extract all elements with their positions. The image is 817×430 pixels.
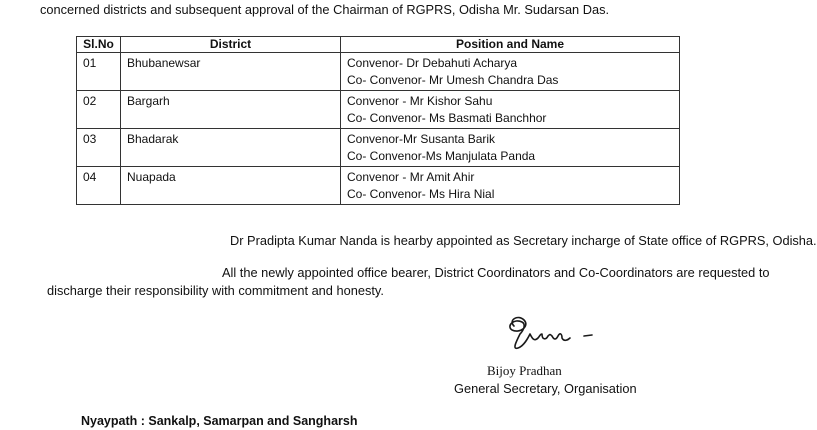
signatory-name: Bijoy Pradhan: [487, 363, 562, 378]
footer-motto: Nyaypath : Sankalp, Samarpan and Sangharsh: [81, 414, 358, 428]
row-district: Nuapada: [121, 167, 341, 205]
co-convenor-name: Co- Convenor- Mr Umesh Chandra Das: [347, 73, 559, 87]
convenor-name: Convenor- Dr Debahuti Acharya: [347, 56, 518, 70]
convenor-name: Convenor - Mr Amit Ahir: [347, 170, 475, 184]
intro-line: concerned districts and subsequent approval of the Chairman of RGPRS, Odisha Mr. Sudarsan Das.: [40, 2, 610, 17]
table-row: [77, 91, 680, 129]
secretary-paragraph: Dr Pradipta Kumar Nanda is hearby appointed as Secretary incharge of State office of RGPRS, Odisha.: [230, 233, 817, 248]
row-positions: [341, 167, 680, 205]
row-district: Bhubanewsar: [121, 53, 341, 91]
row-district: Bhadarak: [121, 129, 341, 167]
convenor-name: Convenor - Mr Kishor Sahu: [347, 94, 493, 108]
header-sl-no: Sl.No: [77, 37, 121, 53]
table-row: [77, 53, 680, 91]
district-coordinators-table: [76, 36, 680, 205]
row-positions: [341, 91, 680, 129]
table-header-row: [77, 37, 680, 53]
co-convenor-name: Co- Convenor-Ms Manjulata Panda: [347, 149, 536, 163]
co-convenor-name: Co- Convenor- Ms Basmati Banchhor: [347, 111, 547, 125]
responsibility-paragraph-line-2: discharge their responsibility with commitment and honesty.: [47, 283, 384, 298]
header-position: Position and Name: [341, 37, 680, 53]
table-row: [77, 167, 680, 205]
header-district: District: [121, 37, 341, 53]
row-positions: [341, 129, 680, 167]
convenor-name: Convenor-Mr Susanta Barik: [347, 132, 496, 146]
row-sl-no: 02: [77, 91, 121, 129]
row-sl-no: 03: [77, 129, 121, 167]
table-row: [77, 129, 680, 167]
co-convenor-name: Co- Convenor- Ms Hira Nial: [347, 187, 495, 201]
row-district: Bargarh: [121, 91, 341, 129]
row-sl-no: 01: [77, 53, 121, 91]
signatory-title: General Secretary, Organisation: [454, 381, 637, 396]
responsibility-paragraph-line-1: All the newly appointed office bearer, District Coordinators and Co-Coordinators are requested to: [222, 265, 770, 280]
row-positions: [341, 53, 680, 91]
handwritten-signature-icon: [500, 312, 610, 354]
row-sl-no: 04: [77, 167, 121, 205]
